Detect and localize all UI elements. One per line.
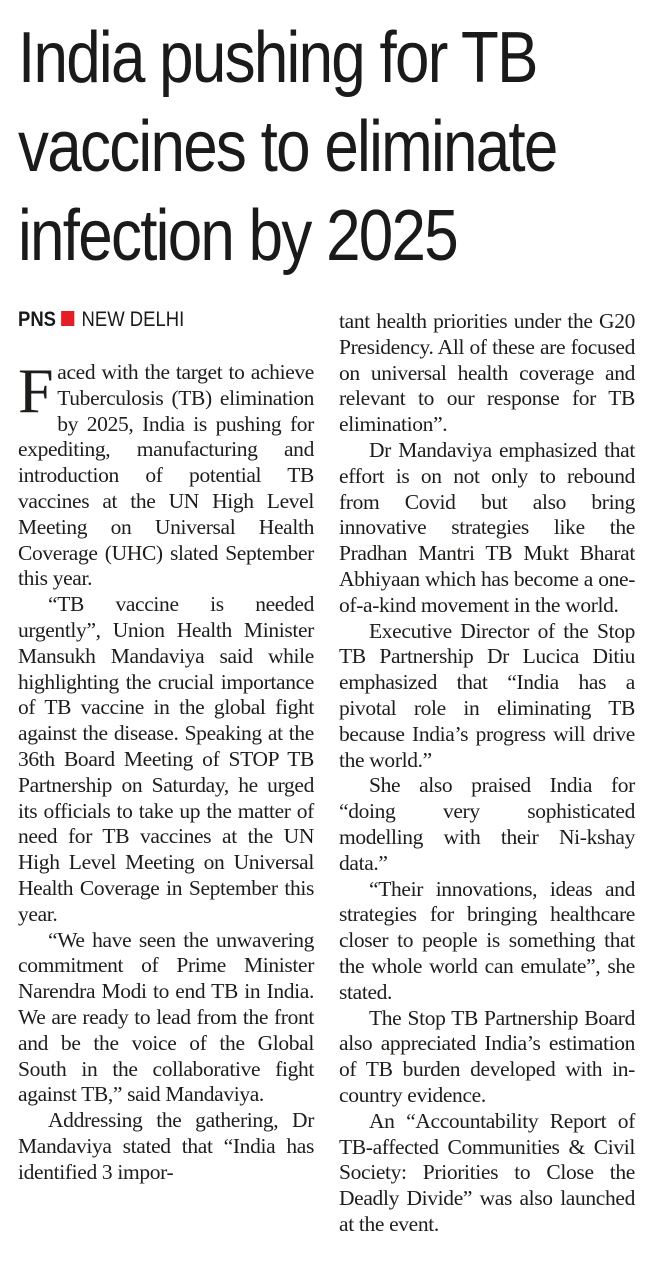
article-paragraph-6: Executive Director of the Stop TB Partnership Dr Lucica Ditiu emphasized that “India has a pivotal role in eliminating TB because India’s progress will drive the world.” [339, 618, 635, 772]
article-paragraph-4-continued: tant health priorities under the G20 Presidency. All of these are focused on universal health coverage and relevant to our response for TB elimination”. [339, 309, 635, 437]
article-paragraph-1 [18, 355, 314, 592]
headline-line-2: vaccines to eliminate [18, 107, 557, 187]
article-paragraph-7: She also praised India for “doing very sophisticated modelling with their Ni-kshay data.” [339, 773, 635, 875]
article-paragraph-3: “We have seen the unwavering commitment of Prime Minister Narendra Modi to end TB in India. We are ready to lead from the front and be the voice of the Global South in the collaborative fight against TB,” said Mandaviya. [18, 927, 314, 1107]
headline [18, 14, 557, 281]
red-square-icon [61, 311, 74, 326]
agency-credit: PNS [18, 308, 57, 331]
article-paragraph-4: Addressing the gathering, Dr Mandaviya stated that “India has identified 3 impor- [18, 1108, 314, 1184]
byline [18, 307, 184, 333]
dateline: NEW DELHI [81, 308, 185, 331]
article-column-right [339, 309, 635, 1238]
article-column-left [18, 355, 314, 1186]
article-paragraph-2: “TB vaccine is needed urgently”, Union Health Minister Mansukh Mandaviya said while highlighting the crucial importance of TB vaccine in the global fight against the disease. Speaking at the 36th Board Meeting of STOP TB Partnership on Saturday, he urged its officials to take up the matter of need for TB vaccines at the UN High Level Meeting on Universal Health Coverage in September this year. [18, 592, 314, 926]
drop-cap: F [18, 355, 54, 426]
article-paragraph-10: An “Accountability Report of TB-affected Communities & Civil Society: Priorities to Close the Deadly Divide” was also launched at the event. [339, 1108, 635, 1236]
headline-line-3: infection by 2025 [18, 196, 457, 276]
article-paragraph-8: “Their innovations, ideas and strategies for bringing healthcare closer to people is something that the whole world can emulate”, she stated. [339, 876, 635, 1004]
headline-line-1: India pushing for TB [18, 18, 537, 98]
article-paragraph-1-text: aced with the target to achieve Tuberculosis (TB) elimination by 2025, India is pushing for expediting, manufacturing and introduction of potential TB vaccines at the UN High Level Meeting on Universal Health Coverage (UHC) slated September this year. [18, 360, 314, 591]
article-paragraph-5: Dr Mandaviya emphasized that effort is on not only to rebound from Covid but also bring innovative strategies like the Pradhan Mantri TB Mukt Bharat Abhiyaan which has become a one-of-a-kind movement in the world. [339, 437, 635, 617]
article-paragraph-9: The Stop TB Partnership Board also appreciated India’s estimation of TB burden developed with in-country evidence. [339, 1005, 635, 1107]
